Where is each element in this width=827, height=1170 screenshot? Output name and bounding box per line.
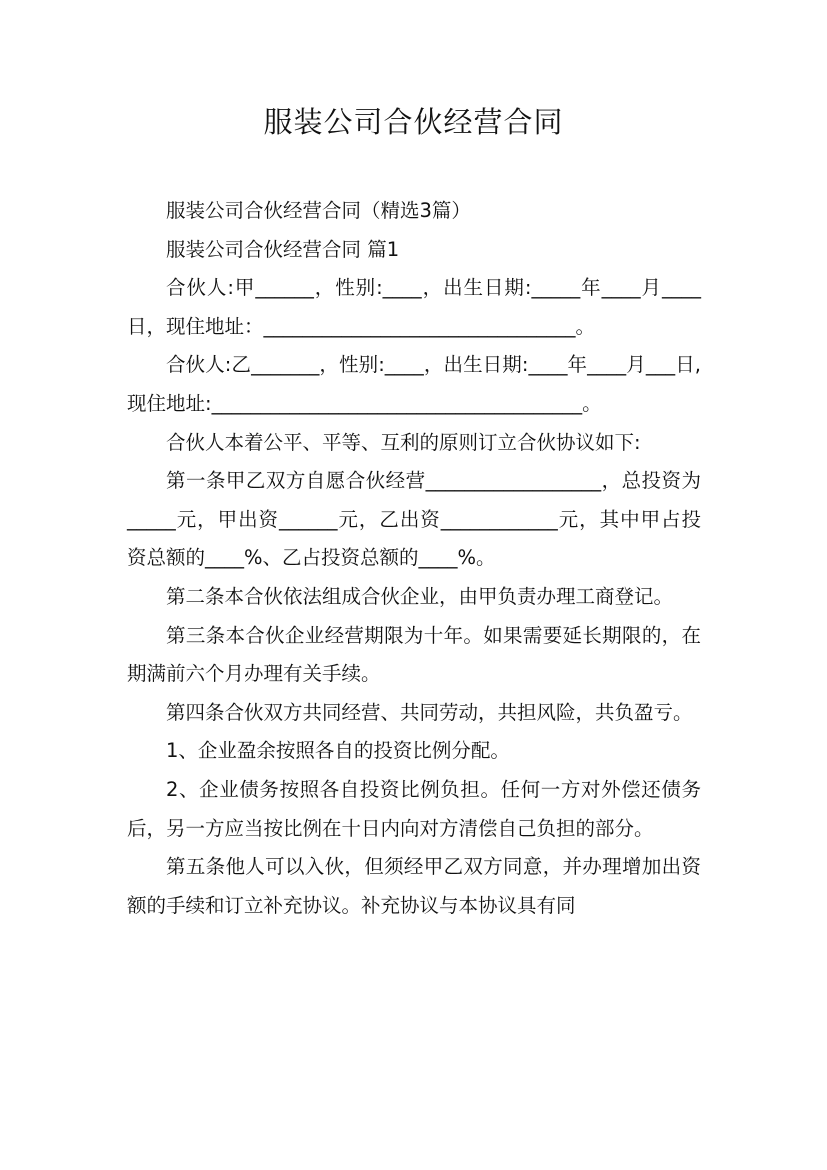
paragraph-partner-b: 合伙人:乙_______，性别:____，出生日期:____年____月___日,现住地址:______________________________________。 <box>127 353 701 415</box>
paragraph-article-1: 第一条甲乙双方自愿合伙经营__________________，总投资为_____元，甲出资______元，乙出资____________元，其中甲占投资总额的____%、乙占投资总额的____%。 <box>127 469 701 570</box>
document-title: 服装公司合伙经营合同 <box>263 105 564 139</box>
paragraph-article-3: 第三条本合伙企业经营期限为十年。如果需要延长期限的，在期满前六个月办理有关手续。 <box>127 623 701 686</box>
paragraph-agreement-principle: 合伙人本着公平、平等、互利的原则订立合伙协议如下: <box>166 430 641 454</box>
paragraph-article-2: 第二条本合伙依法组成合伙企业，由甲负责办理工商登记。 <box>166 584 674 608</box>
paragraph-section-heading: 服装公司合伙经营合同 篇1 <box>166 237 400 261</box>
paragraph-article-5: 第五条他人可以入伙，但须经甲乙双方同意，并办理增加出资额的手续和订立补充协议。补充协议与本协议具有同 <box>127 855 701 917</box>
paragraph-clause-2: 2、企业债务按照各自投资比例负担。任何一方对外偿还债务后，另一方应当按比例在十日内向对方清偿自己负担的部分。 <box>127 777 701 840</box>
paragraph-clause-1: 1、企业盈余按照各自的投资比例分配。 <box>166 739 510 763</box>
paragraph-intro: 服装公司合伙经营合同（精选3篇） <box>166 199 471 222</box>
document-body <box>127 192 701 925</box>
paragraph-article-4: 第四条合伙双方共同经营、共同劳动，共担风险，共负盈亏。 <box>166 700 693 724</box>
paragraph-partner-a: 合伙人:甲______，性别:____，出生日期:_____年____月____日，现住地址：________________________________。 <box>127 276 701 338</box>
